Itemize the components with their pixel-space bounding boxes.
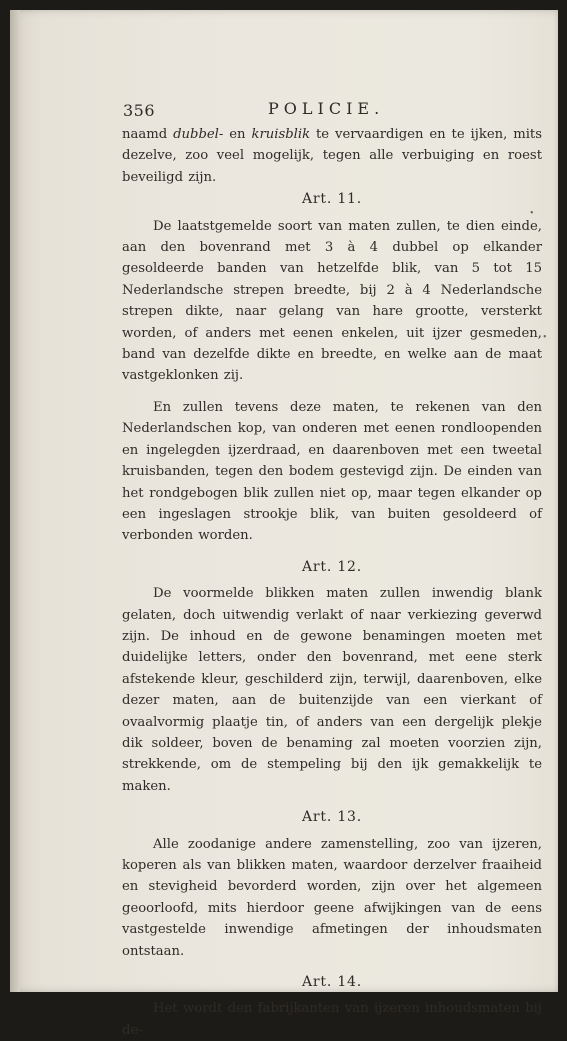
page-number: 356 [123,101,156,120]
running-head: POLICIE. [268,99,385,118]
page-header [122,94,542,124]
article-11-paragraph-1: De laatstgemelde soort van maten zullen, te dien einde, aan den bovenrand met 3 à 4 dubbel op elkander gesoldeerde banden van hetzelfde blik, van 5 tot 15 Nederlandsche strepen breedte, bij 2 à 4 Nederlandsche strepen dikte, naar gelang van hare grootte, versterkt worden, of anders met eenen enkelen, uit ijzer gesmeden, band van dezelfde dikte en breedte, en welke aan de maat vastgeklonken zij. [122,218,542,384]
paper-speck: • [543,332,547,343]
page-gutter [10,10,20,992]
article-13-paragraph-1: Alle zoodanige andere zamenstelling, zoo van ijzeren, koperen als van blikken maten, waardoor derzelver fraaiheid en stevigheid bevorderd worden, zijn over het algemeen geoorloofd, mits hierdoor geene afwijkingen van de eens vastgestelde inwendige afmetingen der inhoudsmaten ontstaan. [122,836,542,959]
continued-text-middle: en [223,127,252,142]
article-12-paragraph-1: De voormelde blikken maten zullen inwendig blank gelaten, doch uitwendig verlakt of naar verkiezing geverwd zijn. De inhoud en de gewone benamingen moeten met duidelijke letters, onder den bovenrand, met eene sterk afstekende kleur, geschilderd zijn, terwijl, daarenboven, elke dezer maten, aan de buitenzijde van een vierkant of ovaalvormig plaatje tin, of anders van een dergelijk plekje dik soldeer, boven de benaming zal moeten voorzien zijn, strekkende, om de stempeling bij den ijk gemakkelijk te maken. [122,586,542,794]
article-14-heading: Art. 14. [302,974,362,991]
continued-text-tail: te vervaardigen en te ijken, mits dezelve, zoo veel mogelijk, tegen alle verbuiging en roest beveiligd zijn. [122,127,542,185]
article-14-paragraph-1: Het wordt den fabrijkanten van ijzeren inhoudsmaten bij de- [122,1001,542,1038]
article-13-heading: Art. 13. [302,809,362,826]
continued-paragraph [122,124,542,188]
book-page [10,10,558,1038]
continued-text-lead: naamd [122,127,174,142]
italic-term-dubbel: dubbel- [173,127,224,142]
page-content [122,94,542,1041]
italic-term-kruisblik: kruisblik [251,127,311,142]
article-11-heading: Art. 11. [302,191,362,208]
paper-speck: • [530,208,534,219]
article-12-heading: Art. 12. [302,558,362,575]
article-11-paragraph-2: En zullen tevens deze maten, te rekenen van den Nederlandschen kop, van onderen met eenen rondloopenden en ingelegden ijzerdraad, en daarenboven met een tweetal kruisbanden, tegen den bodem gestevigd zijn. De einden van het rondgebogen blik zullen niet op, maar tegen elkander op een ingeslagen strookje blik, van buiten gesoldeerd of verbonden worden. [122,399,542,544]
